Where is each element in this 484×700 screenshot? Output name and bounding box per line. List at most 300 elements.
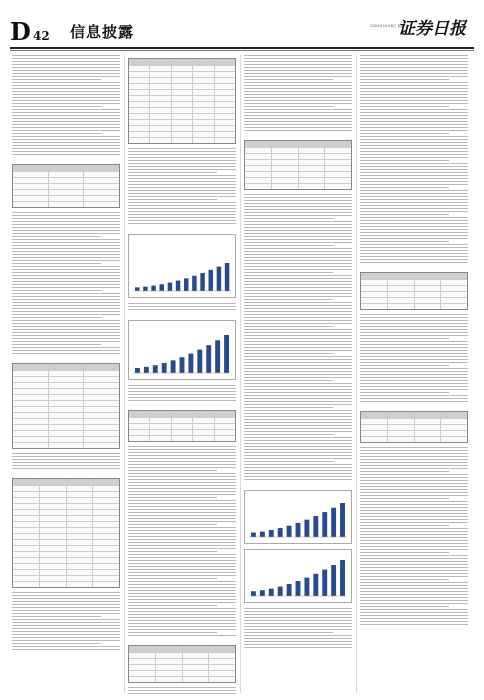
table-cell bbox=[84, 419, 119, 424]
table-cell bbox=[49, 202, 85, 207]
text-line bbox=[12, 350, 120, 351]
text-line bbox=[360, 91, 468, 92]
text-line bbox=[128, 512, 236, 513]
text-line bbox=[244, 64, 352, 65]
text-line bbox=[128, 572, 236, 573]
text-line bbox=[244, 479, 352, 480]
table-cell bbox=[150, 84, 171, 89]
table-cell bbox=[299, 184, 326, 189]
table-header-row bbox=[13, 165, 119, 172]
table-cell bbox=[150, 126, 171, 131]
text-line bbox=[128, 578, 217, 579]
table-cell bbox=[156, 646, 183, 652]
text-line bbox=[360, 232, 468, 233]
table-cell bbox=[150, 120, 171, 125]
table-cell bbox=[13, 510, 40, 515]
table-cell bbox=[172, 102, 193, 107]
table-cell bbox=[84, 178, 119, 183]
text-line bbox=[244, 85, 352, 86]
paragraph-gap bbox=[12, 356, 120, 360]
table-cell bbox=[13, 564, 40, 569]
text-line bbox=[244, 203, 352, 204]
table-cell bbox=[67, 522, 94, 527]
table-cell bbox=[129, 653, 156, 658]
text-line bbox=[244, 254, 352, 255]
table-cell bbox=[183, 659, 210, 664]
table-cell bbox=[129, 132, 150, 137]
text-line bbox=[128, 605, 217, 606]
text-line bbox=[360, 618, 468, 619]
text-line bbox=[12, 634, 120, 635]
text-line bbox=[128, 400, 236, 401]
table-cell bbox=[441, 292, 467, 297]
text-line bbox=[360, 477, 468, 478]
paragraph-gap bbox=[12, 652, 120, 656]
text-line bbox=[244, 245, 333, 246]
table-cell bbox=[129, 411, 150, 417]
text-line bbox=[360, 341, 468, 342]
text-line bbox=[244, 641, 352, 642]
table-cell bbox=[150, 132, 171, 137]
table-cell bbox=[193, 102, 214, 107]
text-line bbox=[244, 428, 352, 429]
text-block bbox=[360, 314, 468, 408]
column-divider bbox=[124, 55, 125, 693]
table-cell bbox=[40, 528, 67, 533]
text-line bbox=[360, 193, 468, 194]
table-cell bbox=[245, 184, 272, 189]
table-cell bbox=[215, 114, 235, 119]
text-line bbox=[244, 112, 352, 113]
text-line bbox=[128, 693, 236, 694]
text-line bbox=[360, 73, 468, 74]
text-line bbox=[128, 151, 236, 152]
text-line bbox=[360, 447, 468, 448]
table-cell bbox=[193, 114, 214, 119]
text-line bbox=[128, 178, 236, 179]
table-cell bbox=[245, 148, 272, 153]
table-cell bbox=[129, 671, 156, 676]
table-cell bbox=[40, 498, 67, 503]
text-line bbox=[360, 61, 468, 62]
text-line bbox=[128, 617, 236, 618]
text-line bbox=[360, 365, 449, 366]
text-line bbox=[244, 305, 352, 306]
text-line bbox=[12, 55, 120, 56]
table-cell bbox=[129, 59, 150, 65]
text-line bbox=[244, 614, 352, 615]
text-line bbox=[360, 70, 468, 71]
text-line bbox=[128, 214, 236, 215]
text-line bbox=[360, 465, 468, 466]
table-cell bbox=[13, 546, 40, 551]
text-line bbox=[128, 190, 236, 191]
text-line bbox=[244, 410, 352, 411]
table-cell bbox=[40, 540, 67, 545]
text-line bbox=[360, 115, 468, 116]
text-line bbox=[12, 233, 120, 234]
table-cell bbox=[172, 418, 193, 423]
table-row bbox=[129, 436, 235, 441]
text-line bbox=[128, 611, 236, 612]
text-line bbox=[244, 380, 333, 381]
table-cell bbox=[245, 178, 272, 183]
text-line bbox=[244, 260, 352, 261]
chart-bar bbox=[313, 516, 318, 537]
text-line bbox=[12, 236, 101, 237]
text-line bbox=[128, 309, 236, 310]
table-cell bbox=[129, 646, 156, 652]
table-cell bbox=[67, 498, 94, 503]
text-block bbox=[244, 55, 352, 137]
text-line bbox=[360, 546, 468, 547]
chart-bars bbox=[135, 335, 229, 373]
text-line bbox=[244, 70, 352, 71]
text-line bbox=[360, 118, 468, 119]
chart-bar bbox=[160, 284, 164, 291]
text-line bbox=[360, 169, 468, 170]
text-line bbox=[12, 221, 120, 222]
table-cell bbox=[40, 486, 67, 491]
paragraph-gap bbox=[244, 482, 352, 486]
growth-chart bbox=[128, 234, 236, 298]
table-cell bbox=[67, 558, 94, 563]
text-line bbox=[244, 368, 352, 369]
text-line bbox=[12, 332, 120, 333]
table-cell bbox=[415, 304, 442, 309]
text-line bbox=[360, 238, 468, 239]
text-line bbox=[360, 555, 468, 556]
text-block bbox=[128, 687, 236, 695]
table-cell bbox=[49, 178, 85, 183]
table-cell bbox=[441, 304, 467, 309]
text-line bbox=[360, 67, 468, 68]
text-line bbox=[12, 275, 120, 276]
text-line bbox=[128, 306, 236, 307]
text-line bbox=[128, 599, 236, 600]
table-row bbox=[361, 437, 467, 442]
text-line bbox=[360, 522, 468, 523]
table-cell bbox=[156, 665, 183, 670]
table-cell bbox=[388, 292, 415, 297]
section-title: 信息披露 bbox=[70, 23, 135, 41]
text-line bbox=[360, 597, 468, 598]
text-line bbox=[360, 130, 468, 131]
table-cell bbox=[13, 534, 40, 539]
chart-graphic bbox=[129, 235, 235, 297]
text-line bbox=[360, 395, 468, 396]
data-table bbox=[244, 140, 352, 190]
text-line bbox=[360, 398, 468, 399]
table-cell bbox=[13, 552, 40, 557]
table-cell bbox=[193, 430, 214, 435]
text-line bbox=[360, 326, 468, 327]
table-cell bbox=[150, 436, 171, 441]
table-cell bbox=[193, 436, 214, 441]
text-line bbox=[244, 272, 333, 273]
table-cell bbox=[172, 108, 193, 113]
chart-bar bbox=[296, 581, 301, 596]
text-line bbox=[360, 606, 449, 607]
text-line bbox=[128, 385, 236, 386]
table-cell bbox=[67, 564, 94, 569]
text-line bbox=[12, 290, 101, 291]
text-line bbox=[128, 518, 236, 519]
text-line bbox=[128, 566, 236, 567]
text-line bbox=[244, 106, 333, 107]
text-line bbox=[360, 516, 468, 517]
table-cell bbox=[209, 659, 235, 664]
text-line bbox=[128, 211, 236, 212]
table-cell bbox=[49, 419, 85, 424]
text-line bbox=[244, 635, 352, 636]
text-block bbox=[244, 194, 352, 486]
text-line bbox=[12, 67, 120, 68]
text-line bbox=[128, 632, 217, 633]
table-cell bbox=[84, 202, 119, 207]
text-line bbox=[12, 459, 120, 460]
column-4 bbox=[360, 55, 468, 695]
text-line bbox=[128, 497, 217, 498]
paragraph-gap bbox=[360, 404, 468, 408]
table-cell bbox=[215, 132, 235, 137]
text-line bbox=[360, 142, 468, 143]
table-cell bbox=[441, 431, 467, 436]
table-cell bbox=[156, 677, 183, 682]
text-line bbox=[12, 308, 120, 309]
text-line bbox=[360, 347, 468, 348]
text-line bbox=[360, 181, 468, 182]
table-cell bbox=[299, 172, 326, 177]
text-line bbox=[244, 130, 352, 131]
text-line bbox=[244, 626, 352, 627]
table-cell bbox=[93, 582, 119, 587]
text-line bbox=[360, 335, 468, 336]
table-cell bbox=[93, 510, 119, 515]
table-cell bbox=[49, 165, 85, 171]
text-line bbox=[360, 187, 449, 188]
text-line bbox=[244, 97, 352, 98]
text-line bbox=[360, 486, 468, 487]
text-line bbox=[128, 587, 236, 588]
text-line bbox=[12, 592, 120, 593]
text-line bbox=[244, 476, 352, 477]
text-line bbox=[360, 534, 468, 535]
text-line bbox=[244, 470, 352, 471]
table-cell bbox=[193, 78, 214, 83]
text-line bbox=[128, 169, 236, 170]
text-line bbox=[128, 449, 236, 450]
text-line bbox=[128, 569, 236, 570]
text-block bbox=[244, 608, 352, 654]
text-line bbox=[360, 498, 449, 499]
table-header-row bbox=[361, 412, 467, 419]
text-block bbox=[128, 385, 236, 407]
text-line bbox=[244, 332, 352, 333]
text-line bbox=[360, 471, 449, 472]
text-line bbox=[128, 554, 236, 555]
text-block bbox=[360, 447, 468, 631]
text-line bbox=[244, 320, 352, 321]
table-cell bbox=[150, 430, 171, 435]
table-cell bbox=[13, 407, 49, 412]
text-line bbox=[12, 637, 120, 638]
text-line bbox=[12, 109, 120, 110]
table-cell bbox=[93, 564, 119, 569]
paragraph-gap bbox=[128, 638, 236, 642]
table-cell bbox=[150, 96, 171, 101]
text-line bbox=[128, 542, 236, 543]
text-line bbox=[12, 73, 120, 74]
table-cell bbox=[361, 304, 388, 309]
table-cell bbox=[84, 443, 119, 448]
text-line bbox=[244, 314, 352, 315]
chart-bar bbox=[206, 345, 211, 373]
text-line bbox=[128, 620, 236, 621]
text-line bbox=[360, 338, 449, 339]
text-line bbox=[360, 453, 468, 454]
text-line bbox=[244, 58, 352, 59]
table-cell bbox=[129, 430, 150, 435]
growth-chart bbox=[244, 549, 352, 603]
text-line bbox=[12, 278, 120, 279]
text-line bbox=[12, 281, 120, 282]
text-line bbox=[12, 625, 120, 626]
text-line bbox=[360, 621, 468, 622]
text-line bbox=[128, 199, 217, 200]
text-line bbox=[360, 582, 468, 583]
text-line bbox=[360, 184, 468, 185]
table-cell bbox=[49, 389, 85, 394]
text-line bbox=[12, 212, 120, 213]
text-line bbox=[12, 139, 120, 140]
text-line bbox=[360, 121, 468, 122]
text-line bbox=[12, 100, 120, 101]
chart-bar bbox=[287, 584, 292, 596]
text-line bbox=[128, 590, 236, 591]
text-line bbox=[244, 434, 333, 435]
table-cell bbox=[13, 479, 40, 485]
text-line bbox=[12, 142, 120, 143]
table-cell bbox=[129, 66, 150, 71]
issue-info: 2024年10月8日 星期二 bbox=[370, 24, 408, 28]
table-cell bbox=[325, 148, 351, 153]
table-cell bbox=[13, 196, 49, 201]
column-3 bbox=[244, 55, 352, 695]
text-line bbox=[360, 513, 468, 514]
text-line bbox=[244, 647, 352, 648]
table-cell bbox=[49, 401, 85, 406]
text-line bbox=[360, 145, 468, 146]
text-line bbox=[360, 594, 468, 595]
text-line bbox=[12, 595, 120, 596]
text-line bbox=[360, 368, 468, 369]
table-cell bbox=[13, 184, 49, 189]
text-line bbox=[244, 275, 352, 276]
table-cell bbox=[49, 364, 85, 370]
text-line bbox=[360, 356, 468, 357]
table-cell bbox=[129, 126, 150, 131]
text-line bbox=[128, 690, 236, 691]
text-line bbox=[12, 227, 120, 228]
table-cell bbox=[441, 280, 467, 285]
chart-bar bbox=[180, 357, 185, 373]
text-line bbox=[244, 227, 352, 228]
text-line bbox=[360, 549, 468, 550]
text-line bbox=[12, 616, 101, 617]
paragraph-gap bbox=[360, 627, 468, 631]
table-cell bbox=[129, 72, 150, 77]
text-line bbox=[128, 464, 236, 465]
text-line bbox=[12, 613, 120, 614]
paragraph-gap bbox=[12, 471, 120, 475]
text-line bbox=[360, 55, 468, 56]
text-line bbox=[12, 465, 120, 466]
table-cell bbox=[215, 108, 235, 113]
text-line bbox=[244, 224, 352, 225]
text-line bbox=[244, 311, 352, 312]
table-cell bbox=[129, 96, 150, 101]
table-cell bbox=[156, 653, 183, 658]
table-cell bbox=[193, 418, 214, 423]
table-cell bbox=[40, 576, 67, 581]
text-line bbox=[244, 293, 352, 294]
text-line bbox=[244, 88, 352, 89]
table-cell bbox=[84, 172, 119, 177]
table-cell bbox=[84, 431, 119, 436]
text-line bbox=[12, 305, 120, 306]
table-cell bbox=[67, 510, 94, 515]
text-line bbox=[244, 377, 352, 378]
text-block bbox=[12, 453, 120, 475]
text-line bbox=[244, 206, 352, 207]
text-line bbox=[244, 323, 352, 324]
table-cell bbox=[49, 443, 85, 448]
table-cell bbox=[150, 66, 171, 71]
table-cell bbox=[415, 280, 442, 285]
table-cell bbox=[156, 671, 183, 676]
text-line bbox=[244, 269, 352, 270]
text-block bbox=[12, 55, 120, 161]
text-line bbox=[244, 452, 352, 453]
text-line bbox=[12, 154, 120, 155]
text-line bbox=[360, 344, 468, 345]
table-cell bbox=[183, 671, 210, 676]
table-cell bbox=[193, 424, 214, 429]
table-cell bbox=[388, 425, 415, 430]
text-line bbox=[128, 545, 236, 546]
text-line bbox=[244, 115, 352, 116]
text-line bbox=[360, 600, 468, 601]
text-line bbox=[12, 224, 120, 225]
text-line bbox=[360, 112, 468, 113]
table-cell bbox=[49, 172, 85, 177]
text-line bbox=[244, 287, 352, 288]
text-line bbox=[128, 509, 236, 510]
text-line bbox=[244, 61, 352, 62]
text-line bbox=[244, 335, 352, 336]
table-cell bbox=[299, 160, 326, 165]
table-cell bbox=[325, 166, 351, 171]
text-line bbox=[360, 154, 468, 155]
table-cell bbox=[272, 184, 299, 189]
text-line bbox=[12, 91, 120, 92]
text-line bbox=[128, 548, 236, 549]
column-divider bbox=[356, 55, 357, 693]
text-line bbox=[360, 151, 468, 152]
text-line bbox=[128, 575, 236, 576]
table-cell bbox=[193, 84, 214, 89]
